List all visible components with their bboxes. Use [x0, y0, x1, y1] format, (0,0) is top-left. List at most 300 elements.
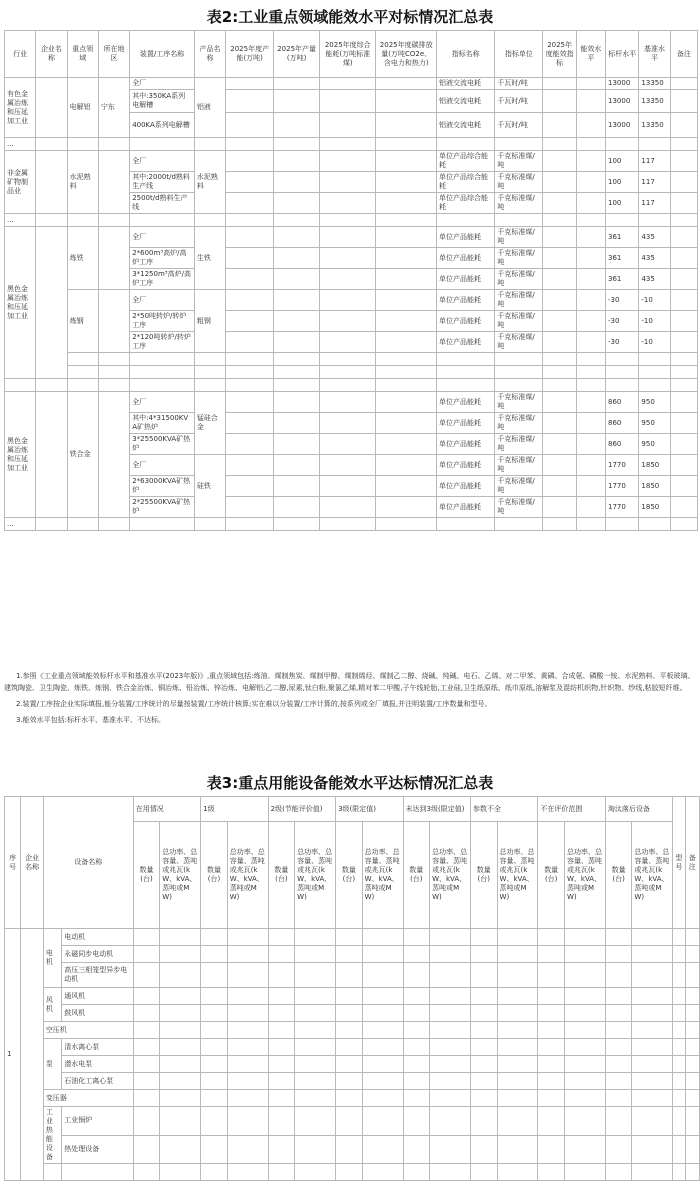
table-row	[5, 1039, 700, 1056]
energy-efficiency-table	[4, 30, 698, 531]
empty-cell	[226, 455, 274, 476]
empty-cell	[576, 332, 605, 353]
empty-cell	[160, 1073, 201, 1090]
empty-cell	[673, 988, 685, 1005]
empty-cell	[320, 193, 376, 214]
empty-cell	[685, 1073, 699, 1090]
empty-cell	[685, 1022, 699, 1039]
empty-cell	[274, 269, 320, 290]
empty-cell	[538, 988, 565, 1005]
indicator-unit-cell: 千克标准煤/吨	[495, 497, 543, 518]
empty-cell	[632, 1135, 673, 1164]
company-name-cell	[36, 392, 67, 518]
indicator-name-cell: 单位产品能耗	[436, 311, 494, 332]
indicator-unit-cell: 千克标准煤/吨	[495, 290, 543, 311]
empty-cell	[673, 1107, 685, 1136]
empty-cell	[227, 1164, 268, 1181]
indicator-name-cell: 单位产品能耗	[436, 248, 494, 269]
indicator-name-cell: 单位产品能耗	[436, 392, 494, 413]
empty-cell	[320, 172, 376, 193]
column-header: 2025年度碳排放量(万吨CO2e、含电力和热力)	[376, 31, 437, 78]
empty-cell	[160, 1164, 201, 1181]
column-header: 设备名称	[43, 797, 133, 929]
empty-cell	[160, 1135, 201, 1164]
empty-cell	[576, 353, 605, 366]
empty-cell	[632, 1005, 673, 1022]
empty-cell	[576, 413, 605, 434]
empty-cell	[295, 1090, 336, 1107]
product-name-cell: 生铁	[194, 227, 225, 290]
region-cell	[98, 151, 129, 214]
empty-cell	[606, 366, 639, 379]
table-row	[5, 151, 698, 172]
empty-cell	[564, 929, 605, 946]
empty-cell	[226, 476, 274, 497]
region-cell: 宁东	[98, 78, 129, 138]
empty-cell	[543, 353, 576, 366]
empty-cell	[605, 1164, 632, 1181]
device-name-cell: 2*600m³高炉/高炉工序	[130, 248, 195, 269]
empty-cell	[320, 138, 376, 151]
column-header: 2025年度综合能耗(万吨标准煤)	[320, 31, 376, 78]
benchmark-level-cell: 100	[606, 172, 639, 193]
empty-cell	[632, 929, 673, 946]
table-row	[5, 392, 698, 413]
empty-cell	[376, 138, 437, 151]
empty-cell	[226, 366, 274, 379]
empty-cell	[376, 392, 437, 413]
empty-cell	[403, 1056, 430, 1073]
empty-cell	[673, 1090, 685, 1107]
indicator-unit-cell: 千克标准煤/吨	[495, 311, 543, 332]
table-row	[5, 1164, 700, 1181]
device-name-cell: 工业锅炉	[62, 1107, 134, 1136]
device-category-cell: 工业热能设备	[43, 1107, 61, 1164]
empty-cell	[362, 1164, 403, 1181]
empty-cell	[538, 1039, 565, 1056]
empty-cell	[685, 988, 699, 1005]
capacity-header: 总功率、总容量、蒸吨或兆瓦(kW、kVA、蒸吨或MW)	[227, 822, 268, 929]
empty-cell	[670, 172, 697, 193]
column-header: 所在地区	[98, 31, 129, 78]
empty-cell	[576, 379, 605, 392]
empty-cell	[226, 113, 274, 138]
empty-cell	[376, 172, 437, 193]
empty-cell	[605, 929, 632, 946]
empty-cell	[36, 379, 67, 392]
table-row	[5, 78, 698, 90]
empty-cell	[160, 946, 201, 963]
device-name-cell: 3*25500KVA矿热炉	[130, 434, 195, 455]
industry-cell: 有色金属冶炼和压延加工业	[5, 78, 36, 138]
empty-cell	[274, 214, 320, 227]
empty-cell	[430, 963, 471, 988]
industry-cell: 非金属矿物制品业	[5, 151, 36, 214]
empty-cell	[605, 1005, 632, 1022]
empty-cell	[133, 1022, 160, 1039]
empty-cell	[436, 366, 494, 379]
table-row	[5, 353, 698, 366]
empty-cell	[497, 1005, 538, 1022]
empty-cell	[227, 1135, 268, 1164]
empty-cell	[362, 1022, 403, 1039]
empty-cell	[376, 476, 437, 497]
empty-cell	[227, 988, 268, 1005]
device-name-cell: 通风机	[62, 988, 134, 1005]
empty-cell	[564, 946, 605, 963]
empty-cell	[543, 113, 576, 138]
baseline-level-cell: 13350	[639, 113, 670, 138]
empty-cell	[362, 1073, 403, 1090]
empty-cell	[538, 1022, 565, 1039]
empty-cell	[160, 929, 201, 946]
empty-cell	[576, 518, 605, 531]
empty-cell	[362, 963, 403, 988]
empty-cell	[201, 1164, 228, 1181]
empty-cell	[497, 988, 538, 1005]
empty-cell	[268, 929, 295, 946]
empty-cell	[673, 1005, 685, 1022]
empty-cell	[497, 1164, 538, 1181]
empty-cell	[470, 1135, 497, 1164]
benchmark-level-cell: 13000	[606, 78, 639, 90]
table2-title: 表2:工业重点领域能效水平对标情况汇总表	[206, 8, 494, 26]
empty-cell	[685, 1107, 699, 1136]
empty-cell	[605, 988, 632, 1005]
benchmark-level-cell: 860	[606, 392, 639, 413]
empty-cell	[436, 138, 494, 151]
empty-cell	[274, 311, 320, 332]
device-name-cell: 2*50吨转炉/转炉工序	[130, 311, 195, 332]
empty-cell	[673, 1056, 685, 1073]
empty-cell	[430, 946, 471, 963]
empty-cell	[133, 988, 160, 1005]
benchmark-level-cell: 860	[606, 434, 639, 455]
group-header: 3级(限定值)	[336, 797, 403, 822]
empty-cell	[670, 290, 697, 311]
empty-cell	[639, 353, 670, 366]
indicator-unit-cell: 千克标准煤/吨	[495, 227, 543, 248]
device-name-cell: 鼓风机	[62, 1005, 134, 1022]
empty-cell	[336, 946, 363, 963]
empty-cell	[160, 1039, 201, 1056]
indicator-unit-cell: 千瓦时/吨	[495, 113, 543, 138]
empty-cell	[227, 963, 268, 988]
empty-cell	[495, 214, 543, 227]
empty-cell	[670, 434, 697, 455]
empty-cell	[685, 1164, 699, 1181]
benchmark-level-cell: 860	[606, 413, 639, 434]
empty-cell	[268, 1107, 295, 1136]
empty-cell	[470, 1164, 497, 1181]
empty-cell	[495, 353, 543, 366]
empty-cell	[226, 290, 274, 311]
empty-cell	[632, 1073, 673, 1090]
benchmark-level-cell: 100	[606, 193, 639, 214]
empty-cell	[403, 1090, 430, 1107]
empty-cell	[538, 1005, 565, 1022]
empty-cell	[538, 963, 565, 988]
empty-cell	[670, 248, 697, 269]
empty-cell	[274, 78, 320, 90]
empty-cell	[495, 518, 543, 531]
baseline-level-cell: 1850	[639, 455, 670, 476]
table-row	[5, 227, 698, 248]
empty-cell	[274, 227, 320, 248]
indicator-name-cell: 单位产品能耗	[436, 413, 494, 434]
empty-cell	[670, 332, 697, 353]
empty-cell	[274, 193, 320, 214]
column-header: 行业	[5, 31, 36, 78]
empty-cell	[564, 988, 605, 1005]
empty-cell	[268, 963, 295, 988]
empty-cell	[295, 946, 336, 963]
baseline-level-cell: -10	[639, 311, 670, 332]
empty-cell	[67, 138, 98, 151]
empty-cell	[576, 290, 605, 311]
region-cell	[98, 227, 129, 290]
empty-cell	[274, 434, 320, 455]
device-name-cell: 石油化工离心泵	[62, 1073, 134, 1090]
group-header: 参数不全	[470, 797, 537, 822]
indicator-name-cell: 铝液交流电耗	[436, 113, 494, 138]
empty-cell	[543, 332, 576, 353]
company-name-cell	[36, 151, 67, 214]
empty-cell	[130, 138, 195, 151]
empty-cell	[227, 1005, 268, 1022]
empty-cell	[470, 1107, 497, 1136]
empty-cell	[497, 1073, 538, 1090]
empty-cell	[227, 1090, 268, 1107]
empty-cell	[160, 1005, 201, 1022]
device-name-cell: 电动机	[62, 929, 134, 946]
empty-cell	[606, 138, 639, 151]
empty-cell	[576, 248, 605, 269]
empty-cell	[673, 1073, 685, 1090]
ellipsis-cell: ...	[5, 518, 36, 531]
empty-cell	[436, 518, 494, 531]
empty-cell	[403, 946, 430, 963]
empty-cell	[320, 90, 376, 113]
empty-cell	[226, 311, 274, 332]
empty-cell	[227, 1073, 268, 1090]
empty-cell	[226, 78, 274, 90]
empty-cell	[564, 963, 605, 988]
baseline-level-cell: 13350	[639, 90, 670, 113]
empty-cell	[194, 518, 225, 531]
empty-cell	[376, 227, 437, 248]
empty-cell	[430, 1164, 471, 1181]
column-header: 序号	[5, 797, 21, 929]
empty-cell	[320, 113, 376, 138]
empty-cell	[320, 392, 376, 413]
empty-cell	[133, 1135, 160, 1164]
indicator-unit-cell: 千克标准煤/吨	[495, 476, 543, 497]
empty-cell	[497, 929, 538, 946]
indicator-unit-cell: 千克标准煤/吨	[495, 151, 543, 172]
empty-cell	[295, 1056, 336, 1073]
empty-cell	[201, 1022, 228, 1039]
empty-cell	[201, 1107, 228, 1136]
empty-cell	[497, 1090, 538, 1107]
empty-cell	[430, 1005, 471, 1022]
indicator-unit-cell: 千克标准煤/吨	[495, 434, 543, 455]
table-row	[5, 290, 698, 311]
capacity-header: 总功率、总容量、蒸吨或兆瓦(kW、kVA、蒸吨或MW)	[632, 822, 673, 929]
empty-cell	[274, 366, 320, 379]
indicator-unit-cell: 千瓦时/吨	[495, 90, 543, 113]
empty-cell	[376, 379, 437, 392]
baseline-level-cell: 117	[639, 172, 670, 193]
indicator-name-cell: 单位产品能耗	[436, 497, 494, 518]
capacity-header: 总功率、总容量、蒸吨或兆瓦(kW、kVA、蒸吨或MW)	[160, 822, 201, 929]
empty-cell	[376, 455, 437, 476]
column-header: 备注	[685, 797, 699, 929]
empty-cell	[632, 1022, 673, 1039]
empty-cell	[538, 1164, 565, 1181]
quantity-header: 数量(台)	[268, 822, 295, 929]
empty-cell	[201, 1135, 228, 1164]
device-name-cell: 2500t/d熟料生产线	[130, 193, 195, 214]
benchmark-level-cell: -30	[606, 290, 639, 311]
empty-cell	[227, 1056, 268, 1073]
empty-cell	[201, 929, 228, 946]
empty-cell	[497, 1135, 538, 1164]
empty-cell	[430, 1090, 471, 1107]
empty-cell	[98, 214, 129, 227]
note-3: 3.能效水平包括:标杆水平、基准水平、不达标。	[16, 716, 166, 724]
empty-cell	[685, 963, 699, 988]
empty-cell	[543, 366, 576, 379]
ellipsis-row	[5, 138, 698, 151]
empty-cell	[336, 963, 363, 988]
device-name-cell: 空压机	[43, 1022, 133, 1039]
empty-cell	[470, 946, 497, 963]
empty-cell	[226, 332, 274, 353]
empty-cell	[670, 193, 697, 214]
empty-cell	[564, 1135, 605, 1164]
empty-cell	[543, 379, 576, 392]
key-field-cell: 水泥熟料	[67, 151, 98, 214]
empty-cell	[470, 1005, 497, 1022]
empty-cell	[673, 1164, 685, 1181]
indicator-unit-cell: 千克标准煤/吨	[495, 455, 543, 476]
device-name-cell: 热处理设备	[62, 1135, 134, 1164]
quantity-header: 数量(台)	[605, 822, 632, 929]
ellipsis-cell: ...	[5, 138, 36, 151]
empty-cell	[376, 193, 437, 214]
empty-cell	[268, 1135, 295, 1164]
empty-cell	[295, 929, 336, 946]
empty-cell	[295, 1005, 336, 1022]
empty-cell	[670, 518, 697, 531]
empty-cell	[226, 227, 274, 248]
empty-cell	[226, 151, 274, 172]
empty-cell	[670, 90, 697, 113]
empty-cell	[670, 227, 697, 248]
empty-cell	[543, 269, 576, 290]
industry-cell: 黑色金属冶炼和压延加工业	[5, 392, 36, 518]
quantity-header: 数量(台)	[336, 822, 363, 929]
empty-cell	[160, 1056, 201, 1073]
indicator-name-cell: 单位产品能耗	[436, 269, 494, 290]
empty-cell	[320, 366, 376, 379]
empty-cell	[403, 988, 430, 1005]
empty-cell	[98, 518, 129, 531]
company-name-cell	[36, 227, 67, 379]
empty-cell	[606, 518, 639, 531]
empty-cell	[295, 988, 336, 1005]
empty-cell	[564, 1107, 605, 1136]
baseline-level-cell: 117	[639, 193, 670, 214]
region-cell	[98, 392, 129, 518]
empty-cell	[605, 1056, 632, 1073]
empty-cell	[670, 413, 697, 434]
empty-cell	[632, 1090, 673, 1107]
table-row	[5, 1056, 700, 1073]
table-row	[5, 946, 700, 963]
capacity-header: 总功率、总容量、蒸吨或兆瓦(kW、kVA、蒸吨或MW)	[564, 822, 605, 929]
empty-cell	[36, 138, 67, 151]
empty-cell	[336, 1056, 363, 1073]
empty-cell	[470, 929, 497, 946]
baseline-level-cell: -10	[639, 332, 670, 353]
empty-cell	[194, 353, 225, 366]
empty-cell	[538, 946, 565, 963]
empty-cell	[670, 366, 697, 379]
indicator-name-cell: 单位产品综合能耗	[436, 151, 494, 172]
device-name-cell: 400KA系列电解槽	[130, 113, 195, 138]
empty-cell	[98, 353, 129, 366]
empty-cell	[470, 988, 497, 1005]
empty-cell	[497, 946, 538, 963]
empty-cell	[430, 1135, 471, 1164]
empty-cell	[98, 379, 129, 392]
empty-cell	[673, 1135, 685, 1164]
table-row	[5, 1135, 700, 1164]
device-category-cell	[43, 1164, 61, 1181]
column-header: 产品名称	[194, 31, 225, 78]
empty-cell	[543, 227, 576, 248]
empty-cell	[497, 1022, 538, 1039]
device-name-cell: 其中:350KA系列电解槽	[130, 90, 195, 113]
empty-cell	[226, 269, 274, 290]
device-name-cell: 潜水电泵	[62, 1056, 134, 1073]
empty-cell	[430, 1056, 471, 1073]
baseline-level-cell: 950	[639, 434, 670, 455]
empty-cell	[320, 497, 376, 518]
empty-cell	[194, 366, 225, 379]
indicator-unit-cell: 千克标准煤/吨	[495, 269, 543, 290]
group-header: 1级	[201, 797, 268, 822]
indicator-unit-cell: 千瓦时/吨	[495, 78, 543, 90]
empty-cell	[576, 193, 605, 214]
empty-cell	[576, 227, 605, 248]
column-header: 备注	[670, 31, 697, 78]
empty-cell	[226, 497, 274, 518]
empty-cell	[639, 518, 670, 531]
indicator-unit-cell: 千克标准煤/吨	[495, 172, 543, 193]
baseline-level-cell: 13350	[639, 78, 670, 90]
empty-cell	[685, 929, 699, 946]
empty-cell	[268, 1039, 295, 1056]
empty-cell	[336, 929, 363, 946]
empty-cell	[274, 151, 320, 172]
empty-cell	[226, 413, 274, 434]
empty-cell	[538, 1056, 565, 1073]
empty-cell	[226, 379, 274, 392]
empty-cell	[98, 138, 129, 151]
